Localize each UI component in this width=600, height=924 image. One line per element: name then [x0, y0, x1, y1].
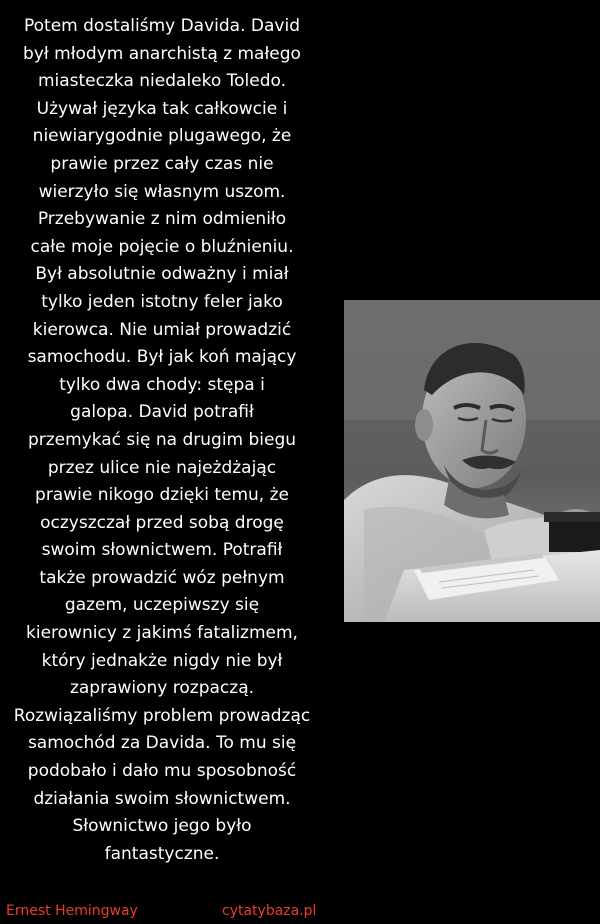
quote-text [0, 13, 324, 868]
quote-line: tylko jeden istotny feler jako [41, 291, 283, 312]
quote-line: oczyszczał przed sobą drogę [40, 512, 284, 533]
quote-line: Rozwiązaliśmy problem prowadząc [13, 705, 311, 726]
quote-line: galopa. David potrafił [70, 402, 254, 423]
quote-line: podobało i dało mu sposobność [27, 761, 297, 782]
site-link[interactable]: cytatybaza.pl [222, 903, 317, 919]
quote-line: przez ulice nie najeżdżając [47, 457, 277, 478]
quote-line: zaprawiony rozpaczą. [69, 678, 255, 699]
quote-line: tylko dwa chody: stępa i [59, 374, 265, 395]
quote-line: samochodu. Był jak koń mający [27, 347, 297, 368]
quote-line: był młodym anarchistą z małego [23, 43, 301, 64]
quote-line: Słownictwo jego było [72, 816, 252, 837]
quote-line: całe moje pojęcie o bluźnieniu. [30, 236, 294, 257]
quote-line: kierowca. Nie umiał prowadzić [32, 319, 292, 340]
quote-line: fantastyczne. [104, 843, 220, 864]
quote-line: prawie nikogo dzięki temu, że [35, 485, 289, 506]
quote-line: Był absolutnie odważny i miał [35, 264, 289, 285]
quote-line: niewiarygodnie plugawego, że [32, 126, 292, 147]
quote-line: przemykać się na drugim biegu [27, 429, 297, 450]
quote-line: także prowadzić wóz pełnym [39, 567, 285, 588]
author-link[interactable]: Ernest Hemingway [6, 903, 138, 919]
quote-line: Potem dostaliśmy Davida. David [24, 16, 300, 36]
quote-line: prawie przez cały czas nie [50, 153, 274, 174]
quote-line: który jednakże nigdy nie był [41, 650, 283, 671]
quote-line: samochód za Davida. To mu się [27, 733, 297, 754]
quote-line: swoim słownictwem. Potrafił [41, 540, 283, 561]
quote-line: wierzyło się własnym uszom. [38, 181, 286, 202]
quote-line: kierownicy z jakimś fatalizmem, [26, 623, 298, 644]
author-photo [344, 300, 600, 622]
quote-line: miasteczka niedaleko Toledo. [37, 71, 287, 92]
quote-line: działania swoim słownictwem. [33, 788, 291, 809]
quote-line: Używał języka tak całkowcie i [36, 98, 288, 119]
quote-line: Przebywanie z nim odmieniło [37, 209, 287, 230]
footer [0, 893, 600, 924]
author-photo-graphic [344, 300, 600, 622]
quote-line: gazem, uczepiwszy się [64, 595, 260, 616]
